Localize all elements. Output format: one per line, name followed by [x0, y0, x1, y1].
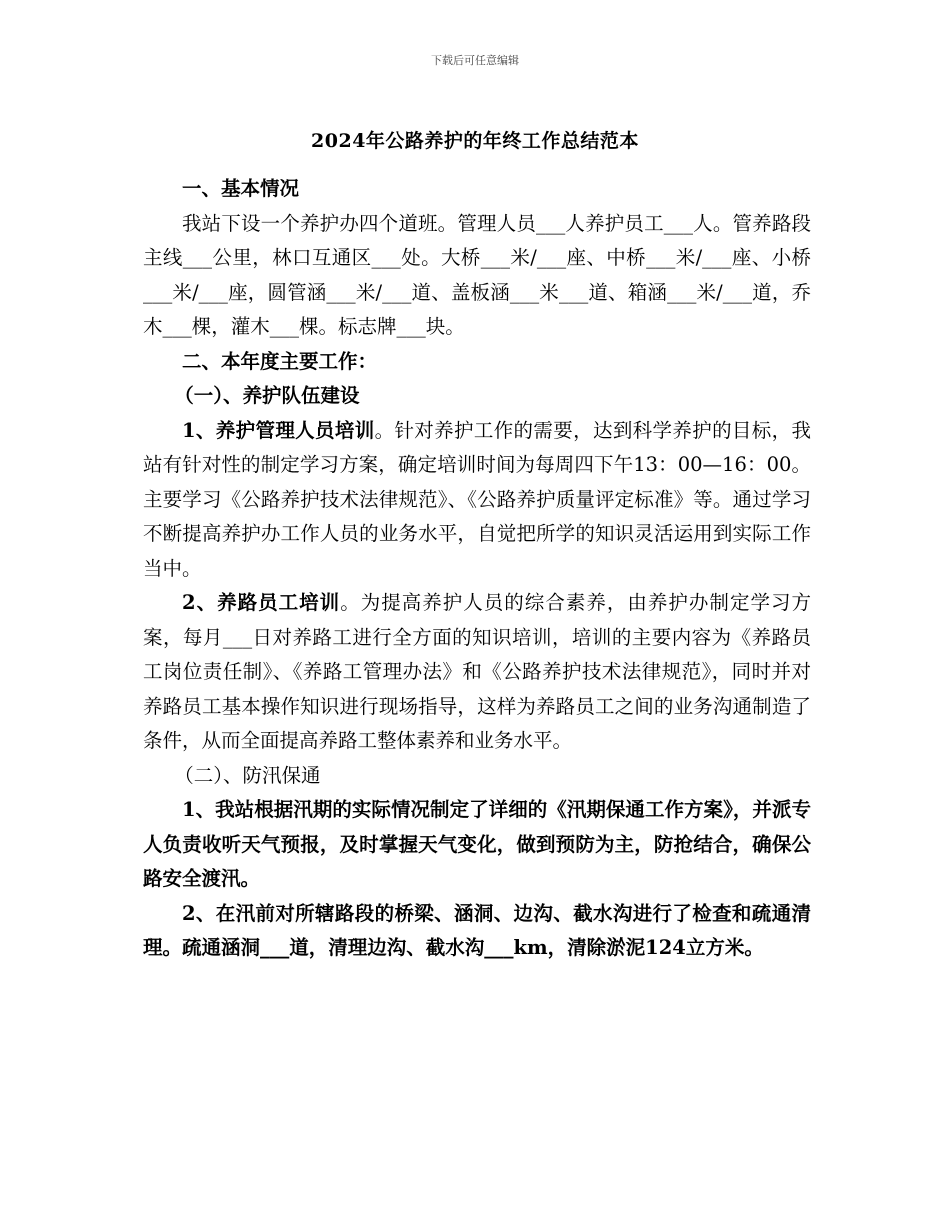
subsection-heading-team: （一）、养护队伍建设 [174, 384, 360, 407]
item-lead-worker-training: 2、养路员工培训 [182, 591, 341, 614]
subsection-heading-flood: （二）、防汛保通 [174, 763, 321, 787]
document-body [143, 172, 811, 966]
section-heading-main-work: 二、本年度主要工作： [182, 349, 378, 373]
paragraph-flood-plan: 1、我站根据汛期的实际情况制定了详细的《汛期保通工作方案》，并派专人负责收听天气预报，及时掌握天气变化，做到预防为主，防抢结合，确保公路安全渡汛。 [143, 798, 811, 890]
paragraph-flood-clearing: 2、在汛前对所辖路段的桥梁、涵洞、边沟、截水沟进行了检查和疏通清理。疏通涵洞___道，清理边沟、截水沟___km，清除淤泥124立方米。 [143, 901, 811, 959]
header-note: 下载后可任意编辑 [431, 54, 519, 67]
item-text-worker-training: 。为提高养护人员的综合素养，由养护办制定学习方案，每月___日对养路工进行全方面的知识培训，培训的主要内容为《养路员工岗位责任制》、《养路工管理办法》和《公路养护技术法律规范》，同时并对养路员工基本操作知识进行现场指导，这样为养路员工之间的业务沟通制造了条件，从而全面提高养路工整体素养和业务水平。 [143, 591, 811, 752]
item-text-staff-training: 。针对养护工作的需要，达到科学养护的目标，我站有针对性的制定学习方案，确定培训时间为每周四下午13：00—16：00。主要学习《公路养护技术法律规范》、《公路养护质量评定标准》等。通过学习不断提高养护办工作人员的业务水平，自觉把所学的知识灵活运用到实际工作当中。 [143, 418, 811, 580]
paragraph-basic-info: 我站下设一个养护办四个道班。管理人员___人养护员工___人。管养路段主线___公里，林口互通区___处。大桥___米/___座、中桥___米/___座、小桥___米/___座，圆管涵___米/___道、盖板涵___米___道、箱涵___米/___道，乔木___棵，灌木___棵。标志牌___块。 [143, 211, 811, 338]
paragraph-staff-training [143, 414, 811, 587]
document-title: 2024年公路养护的年终工作总结范本 [311, 130, 639, 152]
section-heading-basic: 一、基本情况 [182, 177, 300, 200]
item-lead-staff-training: 1、养护管理人员培训 [182, 418, 375, 442]
paragraph-worker-training [143, 586, 811, 759]
